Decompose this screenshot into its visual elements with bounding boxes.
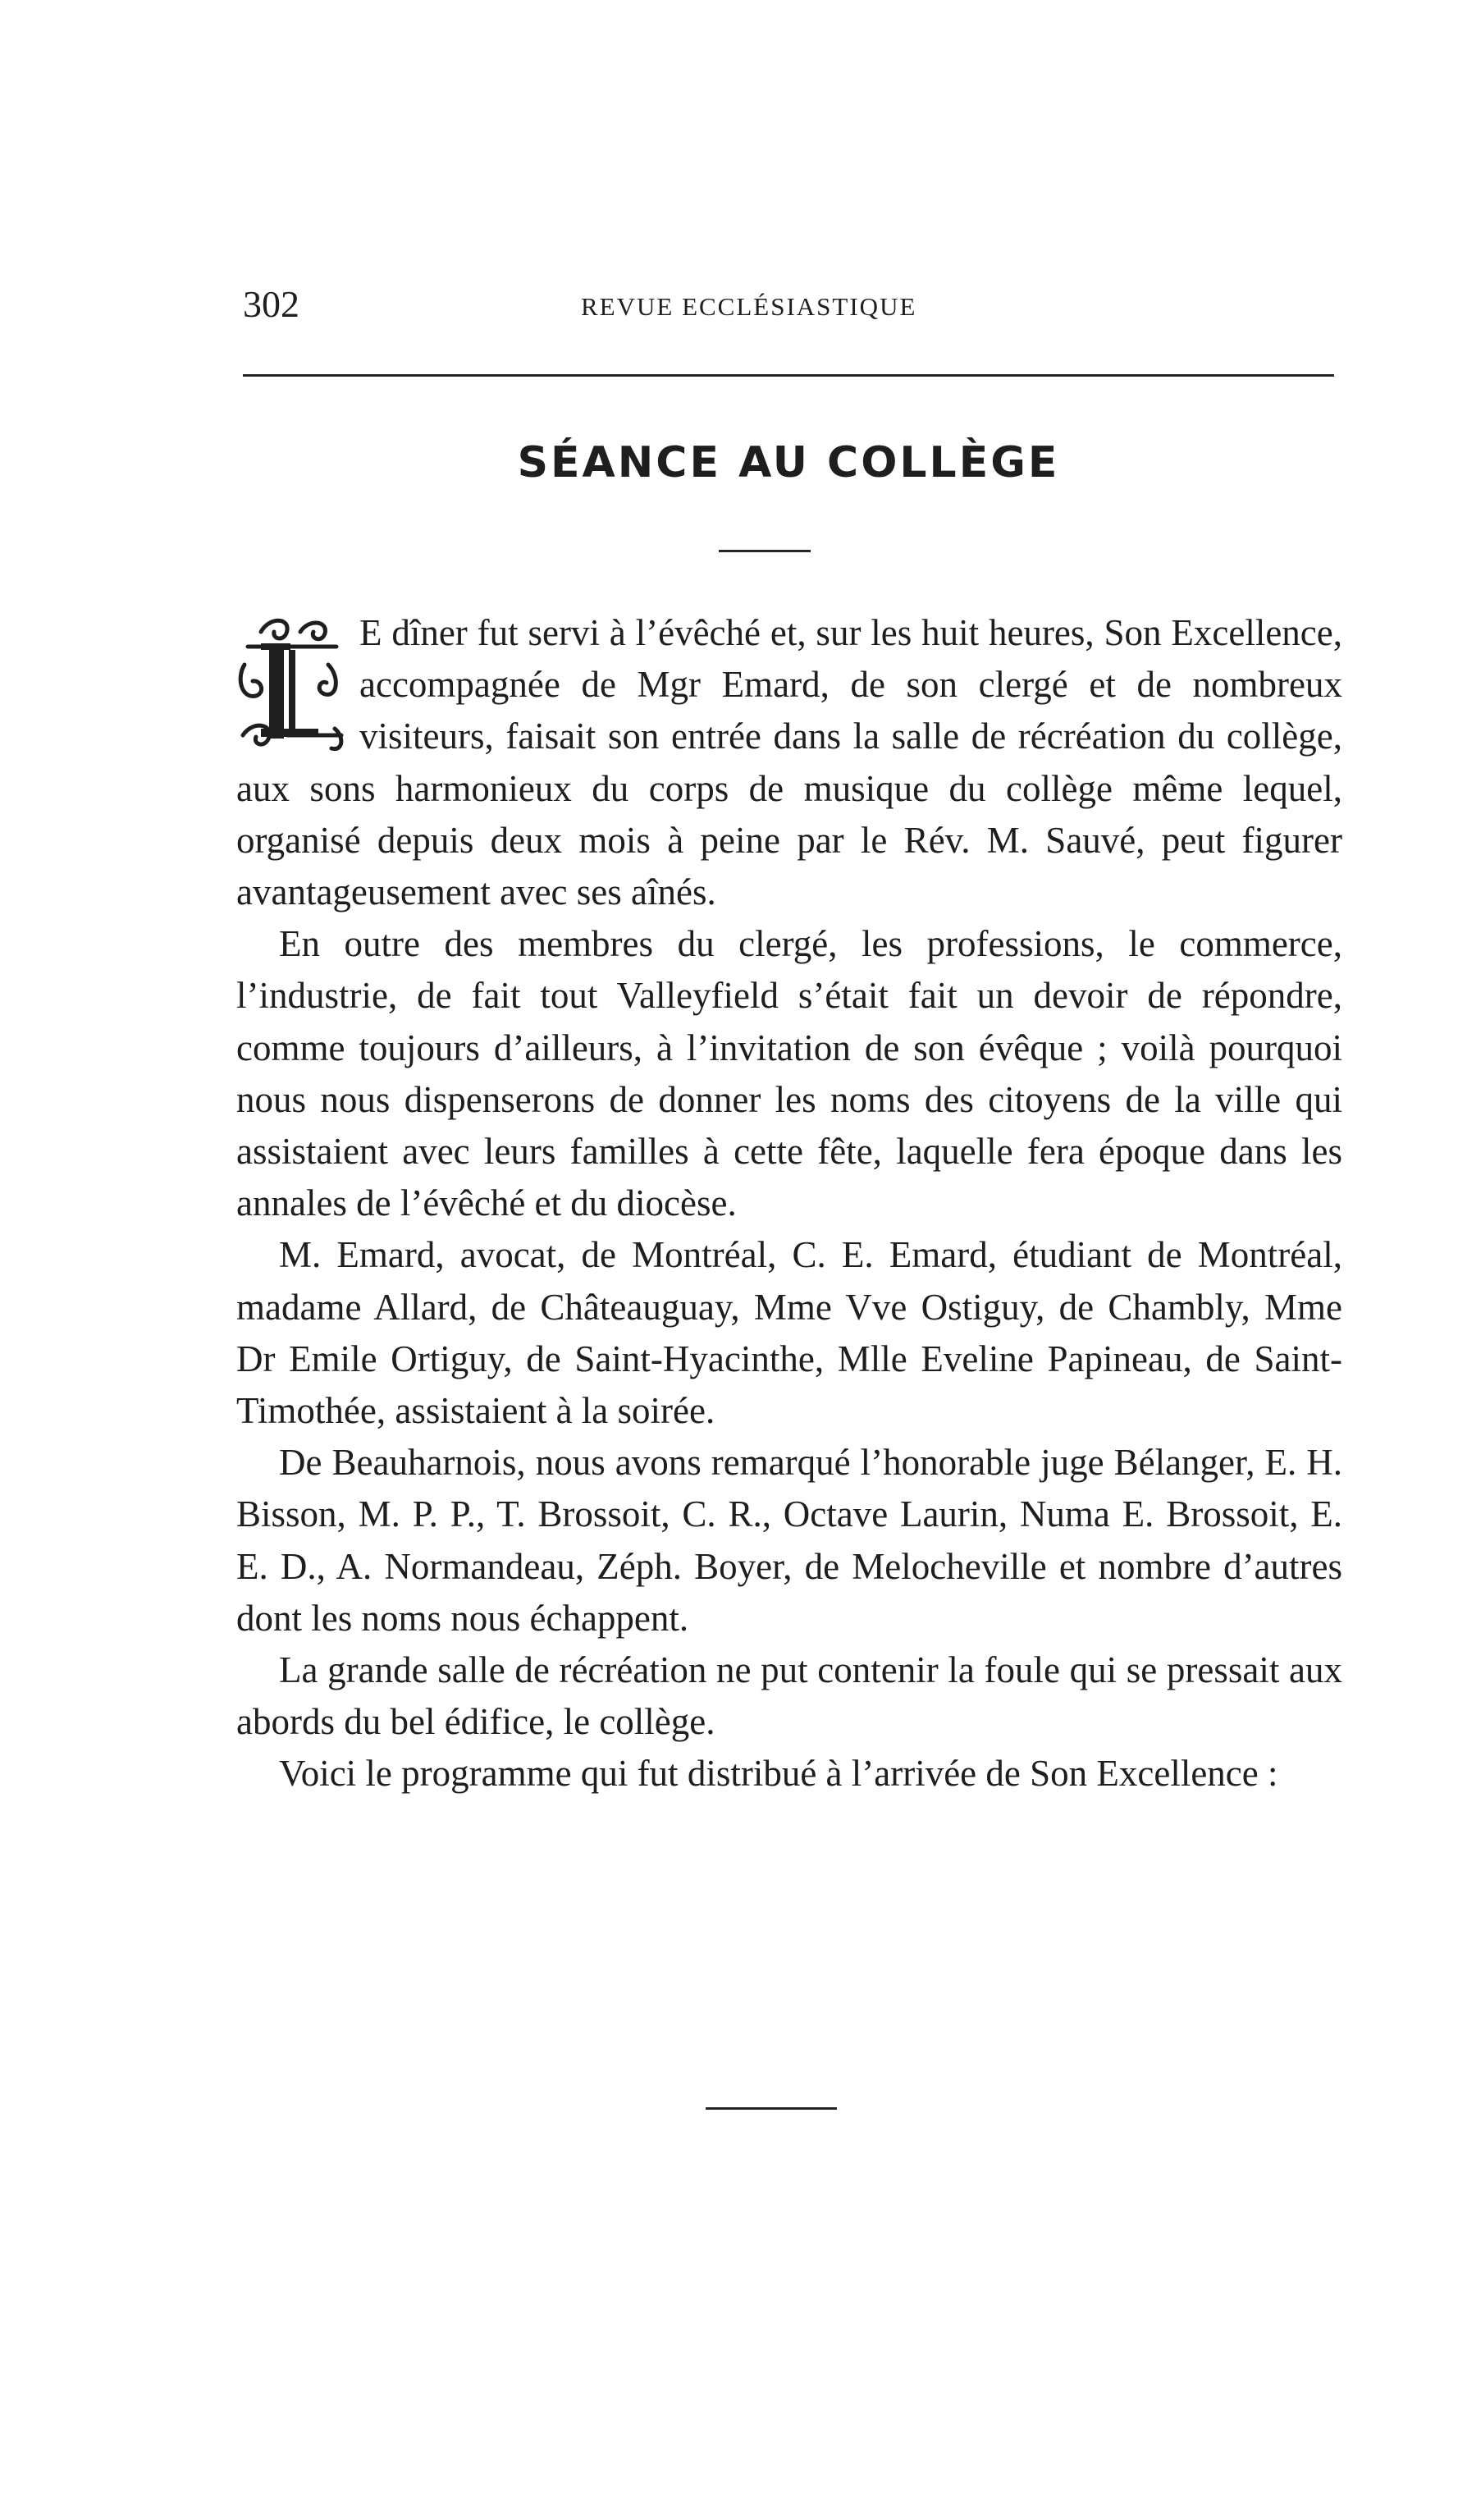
paragraph-2: En outre des membres du clergé, les professions, le commerce, l’industrie, de fait tout Valleyfield s’était fait un devoir de répondre, comme toujours d’ailleurs, à l’invitation de son évêque ; voilà pourquoi nous nous dispenserons de donner les noms des citoyens de la ville qui assistaient avec leurs familles à cette fête, laquelle fera époque dans les annales de l’évêché et du diocèse. xyxy=(236,923,1342,1224)
paragraph-6: Voici le programme qui fut distribué à l’arrivée de Son Excellence : xyxy=(279,1753,1278,1795)
article-title: SÉANCE AU COLLÈGE xyxy=(517,438,1060,487)
paragraph-4: De Beauharnois, nous avons remarqué l’honorable juge Bélanger, E. H. Bisson, M. P. P., T. Brossoit, C. R., Octave Laurin, Numa E. Brossoit, E. E. D., A. Normandeau, Zéph. Boyer, de Melocheville et nombre d’autres dont les noms nous échappent. xyxy=(236,1442,1342,1639)
paragraph-5: La grande salle de récréation ne put contenir la foule qui se pressait aux abords du bel édifice, le collège. xyxy=(236,1649,1342,1743)
page-number: 302 xyxy=(243,283,299,325)
running-title: REVUE ECCLÉSIASTIQUE xyxy=(581,292,917,321)
ornamental-dropcap-icon xyxy=(236,614,351,758)
title-divider xyxy=(719,550,811,552)
header-rule xyxy=(243,374,1334,377)
end-divider xyxy=(706,2107,837,2110)
article-body xyxy=(236,607,1342,1800)
paragraph-1 xyxy=(236,607,1342,918)
paragraph-3: M. Emard, avocat, de Montréal, C. E. Emard, étudiant de Montréal, madame Allard, de Châteauguay, Mme Vve Ostiguy, de Chambly, Mme Dr Emile Ortiguy, de Saint-Hyacinthe, Mlle Eveline Papineau, de Saint-Timothée, assistaient à la soirée. xyxy=(236,1234,1342,1432)
paragraph-text: E dîner fut servi à l’évêché et, sur les huit heures, Son Excellence, accompagnée de Mgr Emard, de son clergé et de nombreux visiteurs, faisait son entrée dans la salle de récréation du collège, aux sons harmonieux du corps de musique du collège même lequel, organisé depuis deux mois à peine par le Rév. M. Sauvé, peut figurer avantageusement avec ses aînés. xyxy=(236,612,1342,913)
